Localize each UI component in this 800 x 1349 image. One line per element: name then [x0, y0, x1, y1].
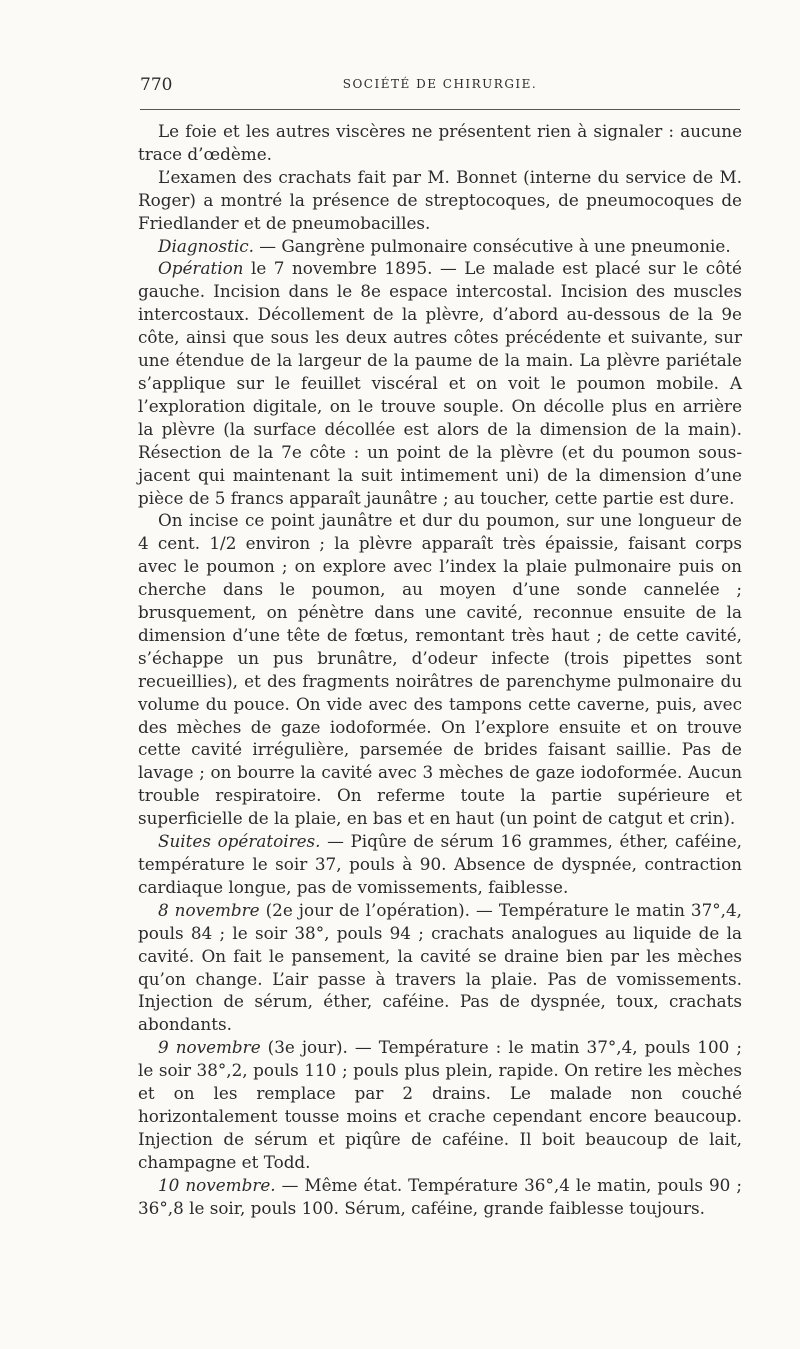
- paragraph-lead: Diagnostic.: [158, 235, 254, 256]
- paragraph-lead: 9 novembre: [158, 1037, 261, 1058]
- paragraph-lead: Opération: [158, 258, 244, 279]
- paragraph: [138, 830, 742, 899]
- paragraph-text: (2e jour de l’opération). — Température le matin 37°,4, pouls 84 ; le soir 38°, pouls 94 ; crachats analogues au liquide de la cavité. On fait le pansement, la cavité se draine bien par les mèches qu’on change. L’air passe à travers la plaie. Pas de vomissements. Injection de sérum, éther, caféine. Pas de dyspnée, toux, crachats abondants.: [138, 899, 742, 1035]
- paragraph-text: — Même état. Température 36°,4 le matin, pouls 90 ; 36°,8 le soir, pouls 100. Sérum, caféine, grande faiblesse toujours.: [138, 1174, 743, 1218]
- paragraph-text: On incise ce point jaunâtre et dur du poumon, sur une longueur de 4 cent. 1/2 environ ; la plèvre apparaît très épaissie, faisant corps avec le poumon ; on explore avec l’index la plaie pulmonaire puis on cherche dans le poumon, au moyen d’une sonde cannelée ; brusquement, on pénètre dans une cavité, reconnue ensuite de la dimension d’une tête de fœtus, remontant très haut ; de cette cavité, s’échappe un pus brunâtre, d’odeur infecte (trois pipettes sont recueillies), et des fragments noirâtres de parenchyme pulmonaire du volume du pouce. On vide avec des tampons cette caverne, puis, avec des mèches de gaze iodoformée. On l’explore ensuite et on trouve cette cavité irrégulière, parsemée de brides faisant saillie. Pas de lavage ; on bourre la cavité avec 3 mèches de gaze iodoformée. Aucun trouble respiratoire. On referme toute la partie supérieure et superficielle de la plaie, en bas et en haut (un point de catgut et crin).: [138, 510, 742, 829]
- paragraph: [138, 166, 742, 235]
- paragraph-lead: 8 novembre: [158, 899, 260, 920]
- paragraph: [138, 1174, 742, 1220]
- paragraph: [138, 235, 742, 258]
- paragraph-text: le 7 novembre 1895. — Le malade est placé sur le côté gauche. Incision dans le 8e espace intercostal. Incision des muscles intercostaux. Décollement de la plèvre, d’abord au-dessous de la 9e côte, ainsi que sous les deux autres côtes précédente et suivante, sur une étendue de la largeur de la paume de la main. La plèvre pariétale s’applique sur le feuillet viscéral et on voit le poumon mobile. A l’exploration digitale, on le trouve souple. On décolle plus en arrière la plèvre (la surface décollée est alors de la dimension de la main). Résection de la 7e côte : un point de la plèvre (et du poumon sous-jacent qui maintenant la suit intimement uni) de la dimension d’une pièce de 5 francs apparaît jaunâtre ; au toucher, cette partie est dure.: [138, 258, 742, 508]
- paragraph-lead: 10 novembre.: [158, 1174, 276, 1195]
- paragraph-text: — Piqûre de sérum 16 grammes, éther, caféine, température le soir 37, pouls à 90. Absence de dyspnée, contraction cardiaque longue, pas de vomissements, faiblesse.: [138, 831, 742, 897]
- paragraph: [138, 509, 742, 830]
- paragraph-lead: Suites opératoires.: [158, 831, 321, 852]
- paragraph-text: L’examen des crachats fait par M. Bonnet (interne du service de M. Roger) a montré la présence de streptocoques, de pneumocoques de Friedlander et de pneumobacilles.: [138, 166, 742, 233]
- paragraph: [138, 899, 742, 1036]
- paragraph: [138, 1036, 742, 1173]
- paragraph-text: — Gangrène pulmonaire consécutive à une pneumonie.: [253, 235, 731, 256]
- paragraph: [138, 257, 742, 509]
- paragraph: [138, 120, 742, 166]
- page-number: 770: [140, 75, 173, 95]
- page-body: [138, 120, 742, 1220]
- page-header: [140, 75, 740, 99]
- header-rule: [140, 109, 740, 110]
- paragraph-text: Le foie et les autres viscères ne présentent rien à signaler : aucune trace d’œdème.: [138, 121, 742, 164]
- paragraph-text: (3e jour). — Température : le matin 37°,4, pouls 100 ; le soir 38°,2, pouls 110 ; pouls plus plein, rapide. On retire les mèches et on les remplace par 2 drains. Le malade non couché horizontalement tousse moins et crache cependant encore beaucoup. Injection de sérum et piqûre de caféine. Il boit beaucoup de lait, champagne et Todd.: [138, 1037, 742, 1172]
- running-head: SOCIÉTÉ DE CHIRURGIE.: [342, 77, 538, 91]
